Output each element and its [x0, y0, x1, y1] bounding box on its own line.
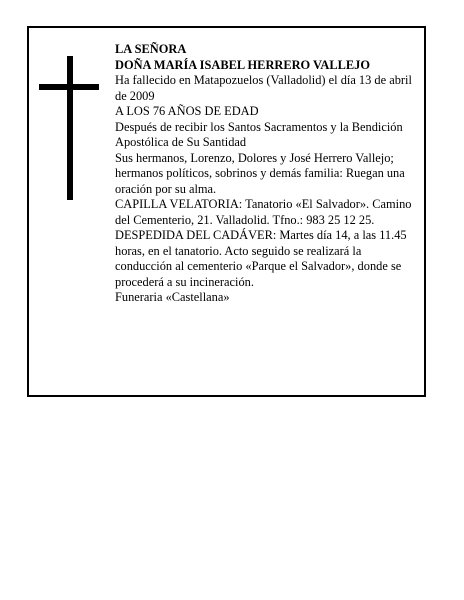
obituary-notice [27, 26, 426, 397]
cross-vertical-bar [67, 56, 73, 200]
sacraments-text: Después de recibir los Santos Sacramentos y la Bendición Apostólica de Su Santidad [115, 119, 403, 149]
chapel-information: CAPILLA VELATORIA: Tanatorio «El Salvador». Camino del Cementerio, 21. Valladolid. Tfno.: 983 25 12 25. [115, 197, 412, 227]
notice-title: LA SEÑORA [115, 42, 187, 56]
cross-icon [39, 56, 99, 200]
age-at-death: A LOS 76 AÑOS DE EDAD [115, 104, 259, 118]
death-information: Ha fallecido en Matapozuelos (Valladolid) el día 13 de abril de 2009 [115, 73, 412, 103]
funeral-home: Funeraria «Castellana» [115, 290, 230, 304]
deceased-name: DOÑA MARÍA ISABEL HERRERO VALLEJO [115, 57, 370, 72]
farewell-information: DESPEDIDA DEL CADÁVER: Martes día 14, a las 11.45 horas, en el tanatorio. Acto seguido se realizará la conducción al cementerio «Parque el Salvador», donde se procederá a su incineración. [115, 228, 407, 289]
cross-horizontal-bar [39, 84, 99, 90]
family-message: Sus hermanos, Lorenzo, Dolores y José Herrero Vallejo; hermanos políticos, sobrinos y demás familia: Ruegan una oración por su alma. [115, 150, 405, 196]
obituary-text [115, 42, 421, 306]
